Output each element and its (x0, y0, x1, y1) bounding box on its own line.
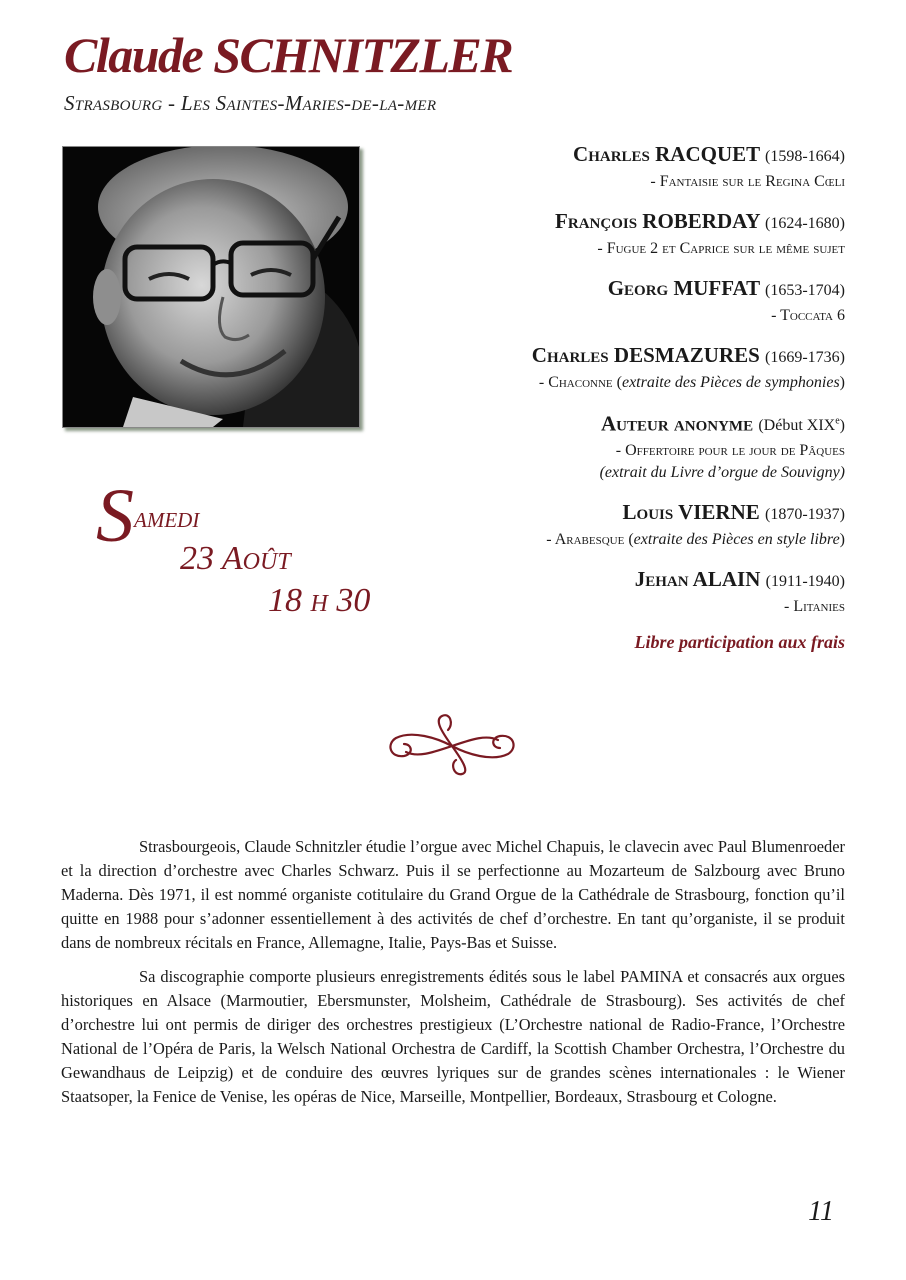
program-entry (385, 140, 845, 193)
free-entry-note: Libre participation aux frais (634, 632, 845, 653)
flourish-ornament-icon (382, 712, 522, 778)
page-number: 11 (808, 1196, 834, 1227)
composer-name: Charles DESMAZURES (531, 343, 760, 367)
composer-name: Charles RACQUET (573, 142, 760, 166)
work-title: - Toccata 6 (771, 307, 845, 324)
subtitle-location: Strasbourg - Les Saintes-Maries-de-la-mer (64, 91, 437, 115)
day-initial: S (96, 474, 134, 558)
work-subtitle: (extrait du Livre d’orgue de Souvigny) (599, 464, 845, 482)
composer-dates: (1598-1664) (765, 148, 845, 165)
work-subtitle: extraite des Pièces en style libre (633, 531, 840, 549)
program-entry (385, 408, 845, 484)
composer-dates: (1624-1680) (765, 215, 845, 232)
program-entry: Charles DESMAZURES (1669-1736) - Chaconne (extraite des Pièces de symphonies) (531, 343, 845, 391)
portrait-image (63, 147, 359, 427)
program-entry: Louis VIERNE (1870-1937) - Arabesque (extraite des Pièces en style libre) (546, 500, 845, 549)
work-title: - Fugue 2 et Caprice sur le même sujet (597, 240, 845, 257)
composer-dates: (1653-1704) (765, 282, 845, 299)
century-superscript: e (835, 416, 840, 427)
day-rest: amedi (134, 501, 200, 534)
composer-dates: (1669-1736) (765, 349, 845, 366)
program-entry (385, 207, 845, 260)
composer-dates: (1911-1940) (765, 573, 845, 591)
concert-month: 23 Août (180, 540, 291, 577)
composer-name: Jehan ALAIN (634, 567, 761, 592)
work-title: - Chaconne (538, 374, 613, 391)
program-entry (385, 274, 845, 327)
composer-name: François ROBERDAY (555, 209, 760, 233)
biography (61, 835, 845, 1119)
bio-paragraph: Sa discographie comporte plusieurs enregistrements édités sous le label PAMINA et consacrés aux orgues historiques en Alsace (Marmoutier, Ebersmunster, Molsheim, Cathédrale de Strasbourg). Ses activités de chef d’orchestre lui ont permis de diriger des orchestres prestigieux (L’Orchestre national de Radio-France, l’Orchestre National de l’Opéra de Paris, la Welsch National Orchestra de Cardiff, la Scottish Chamber Orchestra, l’Orchestre du Gewandhaus de Leipzig) et de conduire des œuvres lyriques sur de grandes scènes internationales : le Wiener Staatsoper, la Fenice de Venise, les opéras de Nice, Marseille, Montpellier, Bordeaux, Strasbourg et Cologne. (61, 967, 845, 1106)
dates-close: ) (839, 417, 845, 435)
page-title: Claude SCHNITZLER (64, 27, 513, 83)
bio-paragraph: Strasbourgeois, Claude Schnitzler étudie l’orgue avec Michel Chapuis, le clavecin avec Paul Blumenroeder et la direction d’orchestre avec Charles Schwarz. Puis il se perfectionne au Mozarteum de Salzbourg avec Bruno Maderna. Dès 1971, il est nommé organiste cotitulaire du Grand Orgue de la Cathédrale de Strasbourg, fonction qu’il quitte en 1988 pour s’adonner essentiellement à des activités de chef d’orchestre. En tant qu’organiste, il se produit dans de nombreux récitals en France, Allemagne, Italie, Pays-Bas et Suisse. (61, 837, 845, 952)
work-title: - Offertoire pour le jour de Pâques (615, 442, 845, 460)
work-title: - Arabesque (546, 531, 625, 549)
work-title: - Fantaisie sur le Regina Cœli (650, 173, 845, 190)
composer-name: Auteur anonyme (601, 411, 754, 436)
concert-time: 18 h 30 (268, 582, 371, 619)
portrait-photo (62, 146, 360, 428)
work-title: - Litanies (784, 598, 845, 616)
composer-name: Georg MUFFAT (607, 276, 760, 300)
program-list (385, 140, 845, 653)
composer-dates: (Début XIX (758, 417, 836, 435)
work-subtitle: extraite des Pièces de symphonies (621, 374, 840, 391)
program-entry (385, 565, 845, 618)
composer-name: Louis VIERNE (622, 500, 760, 525)
composer-dates: (1870-1937) (765, 506, 845, 524)
